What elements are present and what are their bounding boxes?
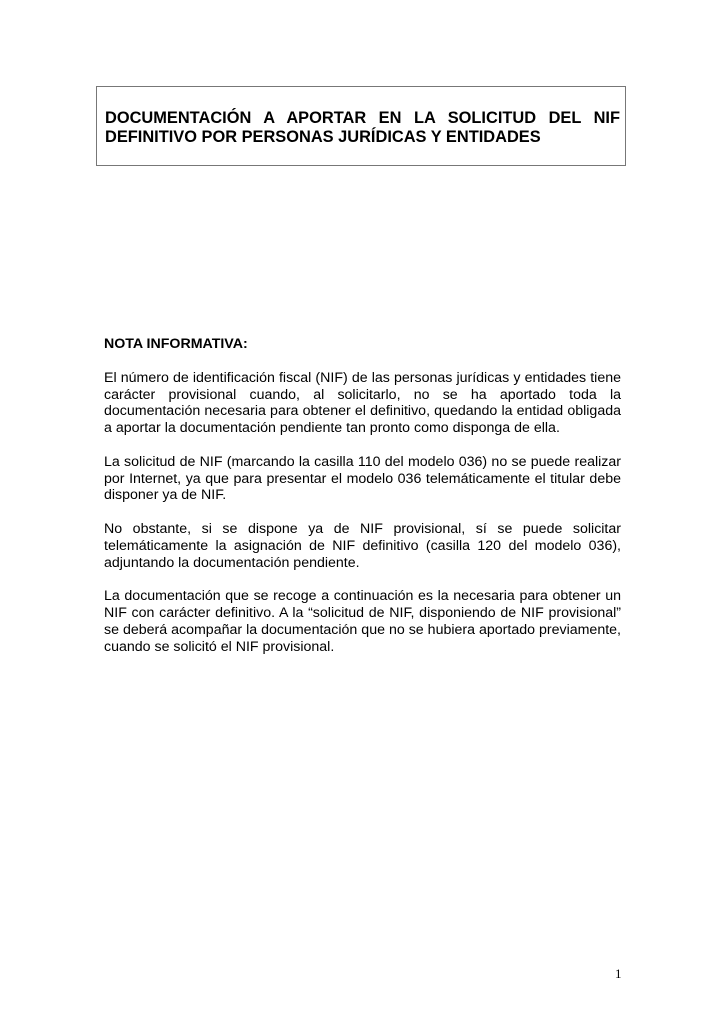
note-heading: NOTA INFORMATIVA: [104, 336, 248, 352]
document-body [104, 336, 621, 672]
paragraph: La solicitud de NIF (marcando la casilla 110 del modelo 036) no se puede realizar por Internet, ya que para presentar el modelo 036 telemáticamente el titular debe disponer ya de NIF. [104, 453, 621, 504]
title-box [96, 86, 626, 166]
paragraph: La documentación que se recoge a continuación es la necesaria para obtener un NIF con carácter definitivo. A la “solicitud de NIF, disponiendo de NIF provisional” se deberá acompañar la documentación que no se hubiera aportado previamente, cuando se solicitó el NIF provisional. [104, 588, 621, 655]
page-number: 1 [615, 966, 622, 981]
paragraph: No obstante, si se dispone ya de NIF provisional, sí se puede solicitar telemáticamente la asignación de NIF definitivo (casilla 120 del modelo 036), adjuntando la documentación pendiente. [104, 520, 621, 571]
paragraph: El número de identificación fiscal (NIF) de las personas jurídicas y entidades tiene carácter provisional cuando, al solicitarlo, no se ha aportado toda la documentación necesaria para obtener el definitivo, quedando la entidad obligada a aportar la documentación pendiente tan pronto como disponga de ella. [104, 369, 621, 437]
document-title: DOCUMENTACIÓN A APORTAR EN LA SOLICITUD DEL NIF DEFINITIVO POR PERSONAS JURÍDICAS Y ENTIDADES [105, 109, 620, 146]
